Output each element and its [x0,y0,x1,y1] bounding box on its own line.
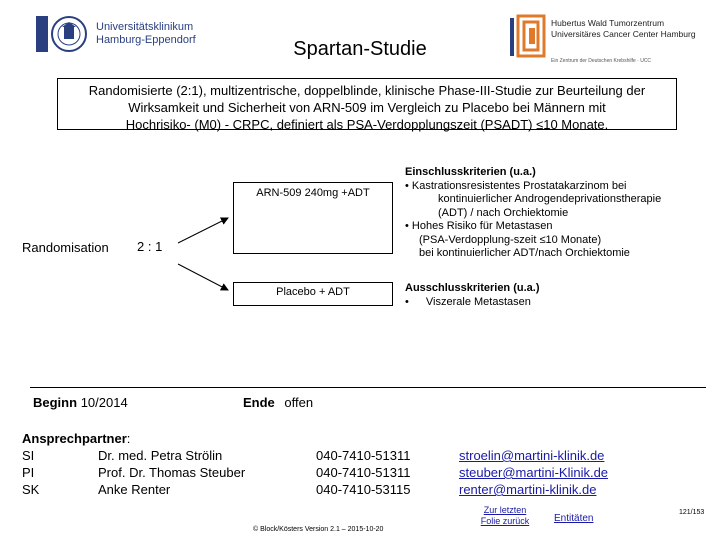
contact-phone: 040-7410-51311 [316,465,411,480]
contacts-colon: : [126,431,131,446]
study-begin [33,395,128,410]
end-value: offen [284,395,314,410]
arrow-to-arm1 [178,218,228,243]
contacts-title: Ansprechpartner [22,431,127,446]
contact-role: SI [22,448,35,463]
begin-label: Beginn [33,395,78,410]
inclusion-line: kontinuierlicher Androgendeprivationstherapie [438,193,662,205]
previous-slide-link[interactable] [470,505,540,527]
study-end [243,395,313,410]
inclusion-line: bei kontinuierlicher ADT/nach Orchiektomie [419,247,630,259]
inclusion-line: (PSA-Verdopplung-szeit ≤10 Monate) [419,233,602,246]
previous-slide-line: Zur letzten [483,505,527,515]
inclusion-title: Einschlusskriterien (u.a.) [405,166,536,178]
contacts-heading [22,431,130,446]
contact-phone: 040-7410-51311 [316,448,411,463]
inclusion-line: • Kastrationsresistentes Prostatakarzinom bei [405,179,627,192]
logo-right-line-2: Universitäres Cancer Center Hamburg [551,29,696,39]
contact-role: SK [22,482,40,497]
arm-placebo-label: Placebo + ADT [276,286,350,298]
previous-slide-line: Folie zurück [480,516,530,526]
exclusion-item: Viszerale Metastasen [425,295,531,308]
copyright-footer: © Block/Kösters Version 2.1 – 2015-10-20 [253,526,384,533]
contact-email-link[interactable]: renter@martini-klinik.de [459,482,597,497]
exclusion-title: Ausschlusskriterien (u.a.) [405,282,540,294]
study-description-line: Hochrisiko- (M0) - CRPC, definiert als PSA-Verdopplungszeit (PSADT) ≤10 Monate. [125,117,609,132]
inclusion-line: (ADT) / nach Orchiektomie [438,206,569,219]
begin-value: 10/2014 [80,395,128,410]
page-title: Spartan-Studie [293,38,427,60]
arm-box-treatment [233,182,393,254]
exclusion-criteria [405,282,705,309]
study-description-line: Randomisierte (2:1), multizentrische, doppelblinde, klinische Phase-III-Studie zur Beurteilung der [88,83,646,98]
contact-email-link[interactable]: stroelin@martini-klinik.de [459,448,605,463]
randomisation-ratio: 2 : 1 [137,239,163,254]
inclusion-criteria [405,166,705,261]
inclusion-line: • Hohes Risiko für Metastasen [405,220,553,232]
contact-name: Dr. med. Petra Strölin [98,448,223,463]
contact-role: PI [22,465,35,480]
contact-phone: 040-7410-53115 [316,482,411,497]
arm-box-placebo [233,282,393,306]
logo-right-line-1: Hubertus Wald Tumorzentrum [551,18,665,28]
end-label: Ende [243,395,275,410]
logo-left-line-1: Universitätsklinikum [96,21,194,33]
contact-email-link[interactable]: steuber@martini-Klinik.de [459,465,609,480]
contact-name: Anke Renter [98,482,171,497]
logo-left-line-2: Hamburg-Eppendorf [96,34,196,46]
divider [30,387,706,388]
contact-name: Prof. Dr. Thomas Steuber [98,465,246,480]
arm-treatment-label: ARN-509 240mg +ADT [256,187,370,199]
randomisation-label: Randomisation [22,240,109,255]
arrow-to-arm2 [178,264,228,290]
study-description-line: Wirksamkeit und Sicherheit von ARN-509 im Vergleich zu Placebo bei Männern mit [128,100,606,115]
exclusion-bullet: • [405,295,409,308]
page-number: 121/153 [679,509,705,516]
logo-right-small: Ein Zentrum der Deutschen Krebshilfe · UCC [551,58,652,64]
entities-link[interactable]: Entitäten [554,513,594,524]
